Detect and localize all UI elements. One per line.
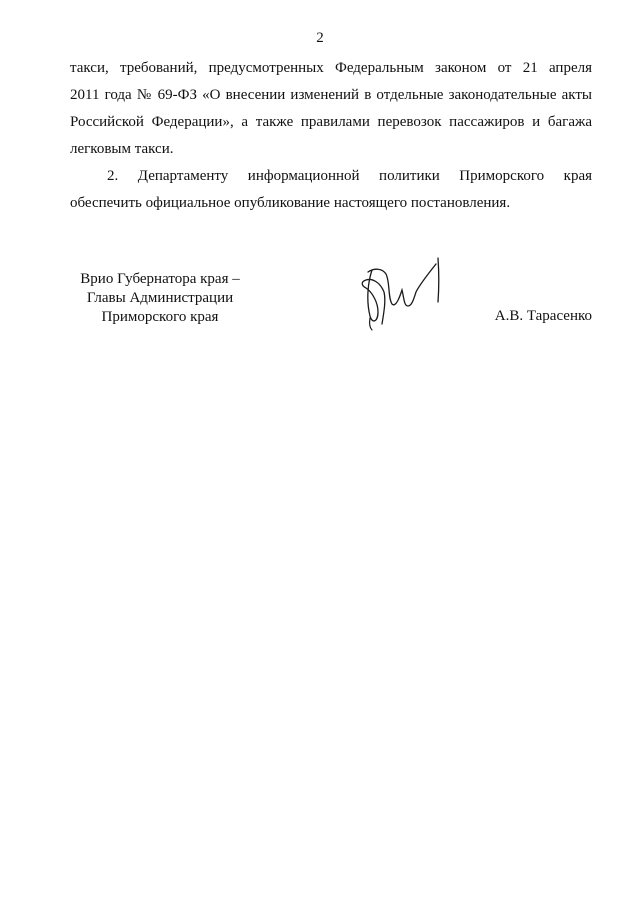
signer-name: А.В. Тарасенко <box>494 308 592 324</box>
paragraph-2-line: 2. Департаменту информационной политики Приморского края <box>107 168 592 184</box>
paragraph-1-line: такси, требований, предусмотренных Федеральным законом от 21 апреля <box>70 60 592 76</box>
paragraph-2-line: обеспечить официальное опубликование настоящего постановления. <box>70 195 511 211</box>
signatory-title-line: Главы Администрации <box>86 290 234 306</box>
handwritten-signature <box>358 252 448 332</box>
page-number: 2 <box>316 30 324 46</box>
document-body <box>70 55 592 217</box>
signatory-title-line: Приморского края <box>101 309 219 325</box>
signatory-title <box>70 270 250 327</box>
paragraph-1 <box>70 55 592 163</box>
signatory-title-line: Врио Губернатора края – <box>80 271 240 287</box>
paragraph-1-line: Российской Федерации», а также правилами перевозок пассажиров и багажа <box>70 114 592 130</box>
paragraph-1-line: легковым такси. <box>70 141 174 157</box>
paragraph-1-line: 2011 года № 69-ФЗ «О внесении изменений в отдельные законодательные акты <box>70 87 592 103</box>
paragraph-2 <box>70 163 592 217</box>
